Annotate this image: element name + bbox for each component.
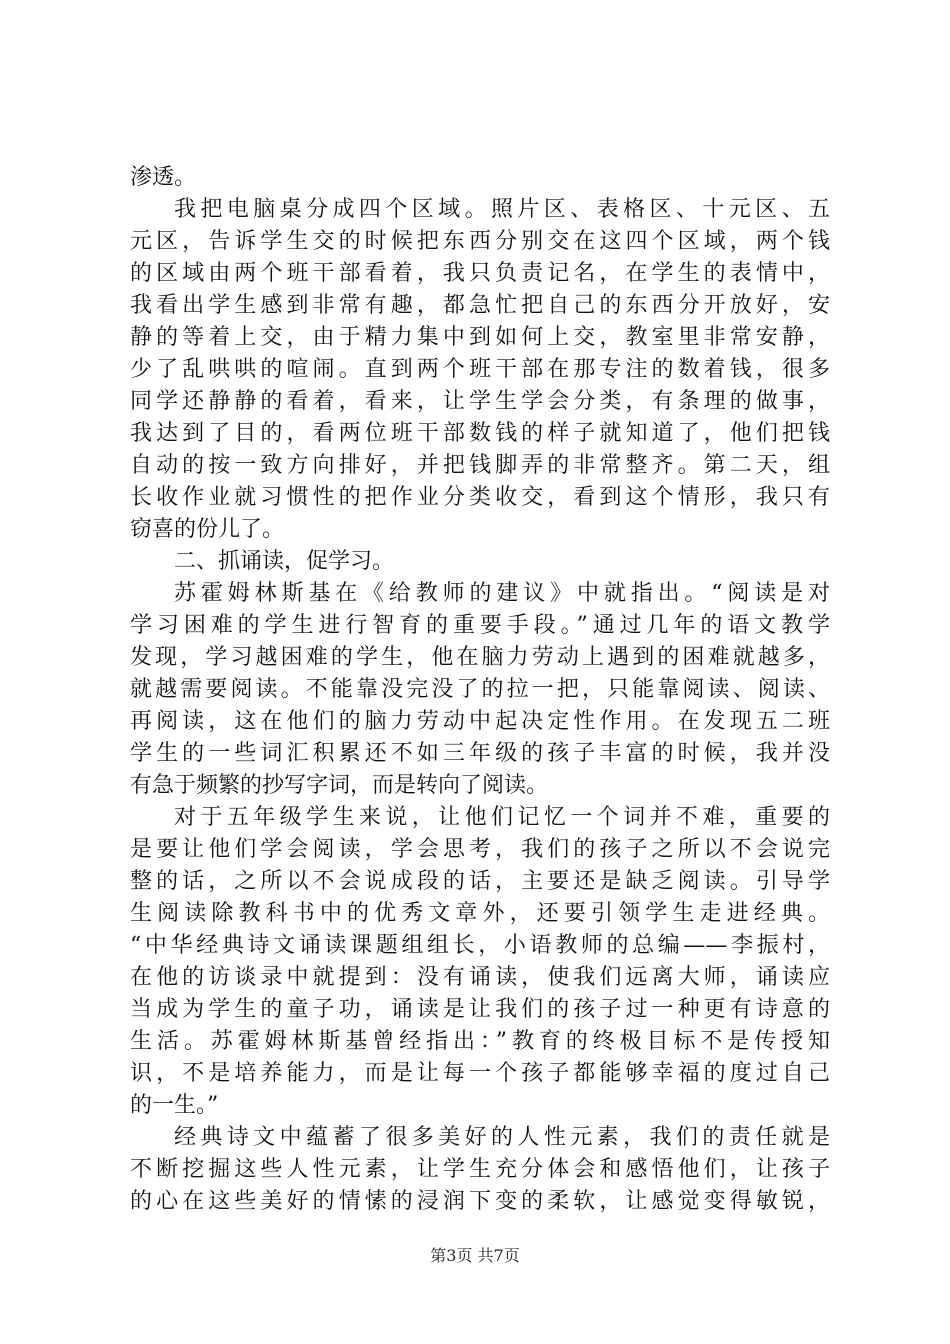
text-line: 发现，学习越困难的学生，他在脑力劳动上遇到的困难就越多， [130, 645, 830, 670]
text-line: 自动的按一致方向排好，并把钱脚弄的非常整齐。第二天，组 [130, 453, 830, 478]
text-line: 当成为学生的童子功，诵读是让我们的孩子过一种更有诗意的 [130, 997, 830, 1022]
paragraph-start-line: 经典诗文中蕴蓄了很多美好的人性元素，我们的责任就是 [174, 1125, 830, 1150]
text-line: 同学还静静的看着，看来，让学生学会分类，有条理的做事， [130, 389, 830, 414]
text-line: 的区域由两个班干部看着，我只负责记名，在学生的表情中， [130, 261, 830, 286]
text-line: 识，不是培养能力，而是让每一个孩子都能够幸福的度过自己 [130, 1061, 830, 1086]
text-line: 窃喜的份儿了。 [130, 517, 285, 542]
text-line: 生活。苏霍姆林斯基曾经指出：”教育的终极目标不是传授知 [130, 1029, 830, 1054]
text-line: 就越需要阅读。不能靠没完没了的拉一把，只能靠阅读、阅读、 [130, 677, 830, 702]
text-line: 我达到了目的，看两位班干部数钱的样子就知道了，他们把钱 [130, 421, 830, 446]
text-line: 的心在这些美好的情愫的浸润下变的柔软，让感觉变得敏锐， [130, 1189, 830, 1214]
text-line: 的一生。” [130, 1093, 219, 1118]
text-line: 元区，告诉学生交的时候把东西分别交在这四个区域，两个钱 [130, 229, 830, 254]
text-line: 长收作业就习惯性的把作业分类收交，看到这个情形，我只有 [130, 485, 830, 510]
paragraph-start-line: 我把电脑桌分成四个区域。照片区、表格区、十元区、五 [174, 197, 830, 222]
text-line: 学习困难的学生进行智育的重要手段。”通过几年的语文教学 [130, 613, 830, 638]
text-line: 再阅读，这在他们的脑力劳动中起决定性作用。在发现五二班 [130, 709, 830, 734]
text-line: 不断挖掘这些人性元素，让学生充分体会和感悟他们，让孩子 [130, 1157, 830, 1182]
text-line: 整的话，之所以不会说成段的话，主要还是缺乏阅读。引导学 [130, 869, 830, 894]
text-line: 我看出学生感到非常有趣，都急忙把自己的东西分开放好，安 [130, 293, 830, 318]
text-line: “中华经典诗文诵读课题组组长，小语教师的总编——李振村， [130, 933, 830, 958]
text-line: 生阅读除教科书中的优秀文章外，还要引领学生走进经典。 [130, 901, 830, 926]
text-line: 静的等着上交，由于精力集中到如何上交，教室里非常安静， [130, 325, 830, 350]
section-heading: 二、抓诵读，促学习。 [174, 549, 395, 574]
page-number-footer: 第3页 共7页 [430, 1246, 520, 1265]
text-line: 少了乱哄哄的喧闹。直到两个班干部在那专注的数着钱，很多 [130, 357, 830, 382]
text-line: 是要让他们学会阅读，学会思考，我们的孩子之所以不会说完 [130, 837, 830, 862]
text-line: 有急于频繁的抄写字词，而是转向了阅读。 [130, 773, 549, 798]
paragraph-start-line: 苏霍姆林斯基在《给教师的建议》中就指出。“阅读是对 [174, 581, 830, 606]
text-line: 渗透。 [130, 165, 197, 190]
text-line: 学生的一些词汇积累还不如三年级的孩子丰富的时候，我并没 [130, 741, 830, 766]
document-body [130, 162, 830, 1218]
paragraph-start-line: 对于五年级学生来说，让他们记忆一个词并不难，重要的 [174, 805, 830, 830]
text-line: 在他的访谈录中就提到：没有诵读，使我们远离大师，诵读应 [130, 965, 830, 990]
